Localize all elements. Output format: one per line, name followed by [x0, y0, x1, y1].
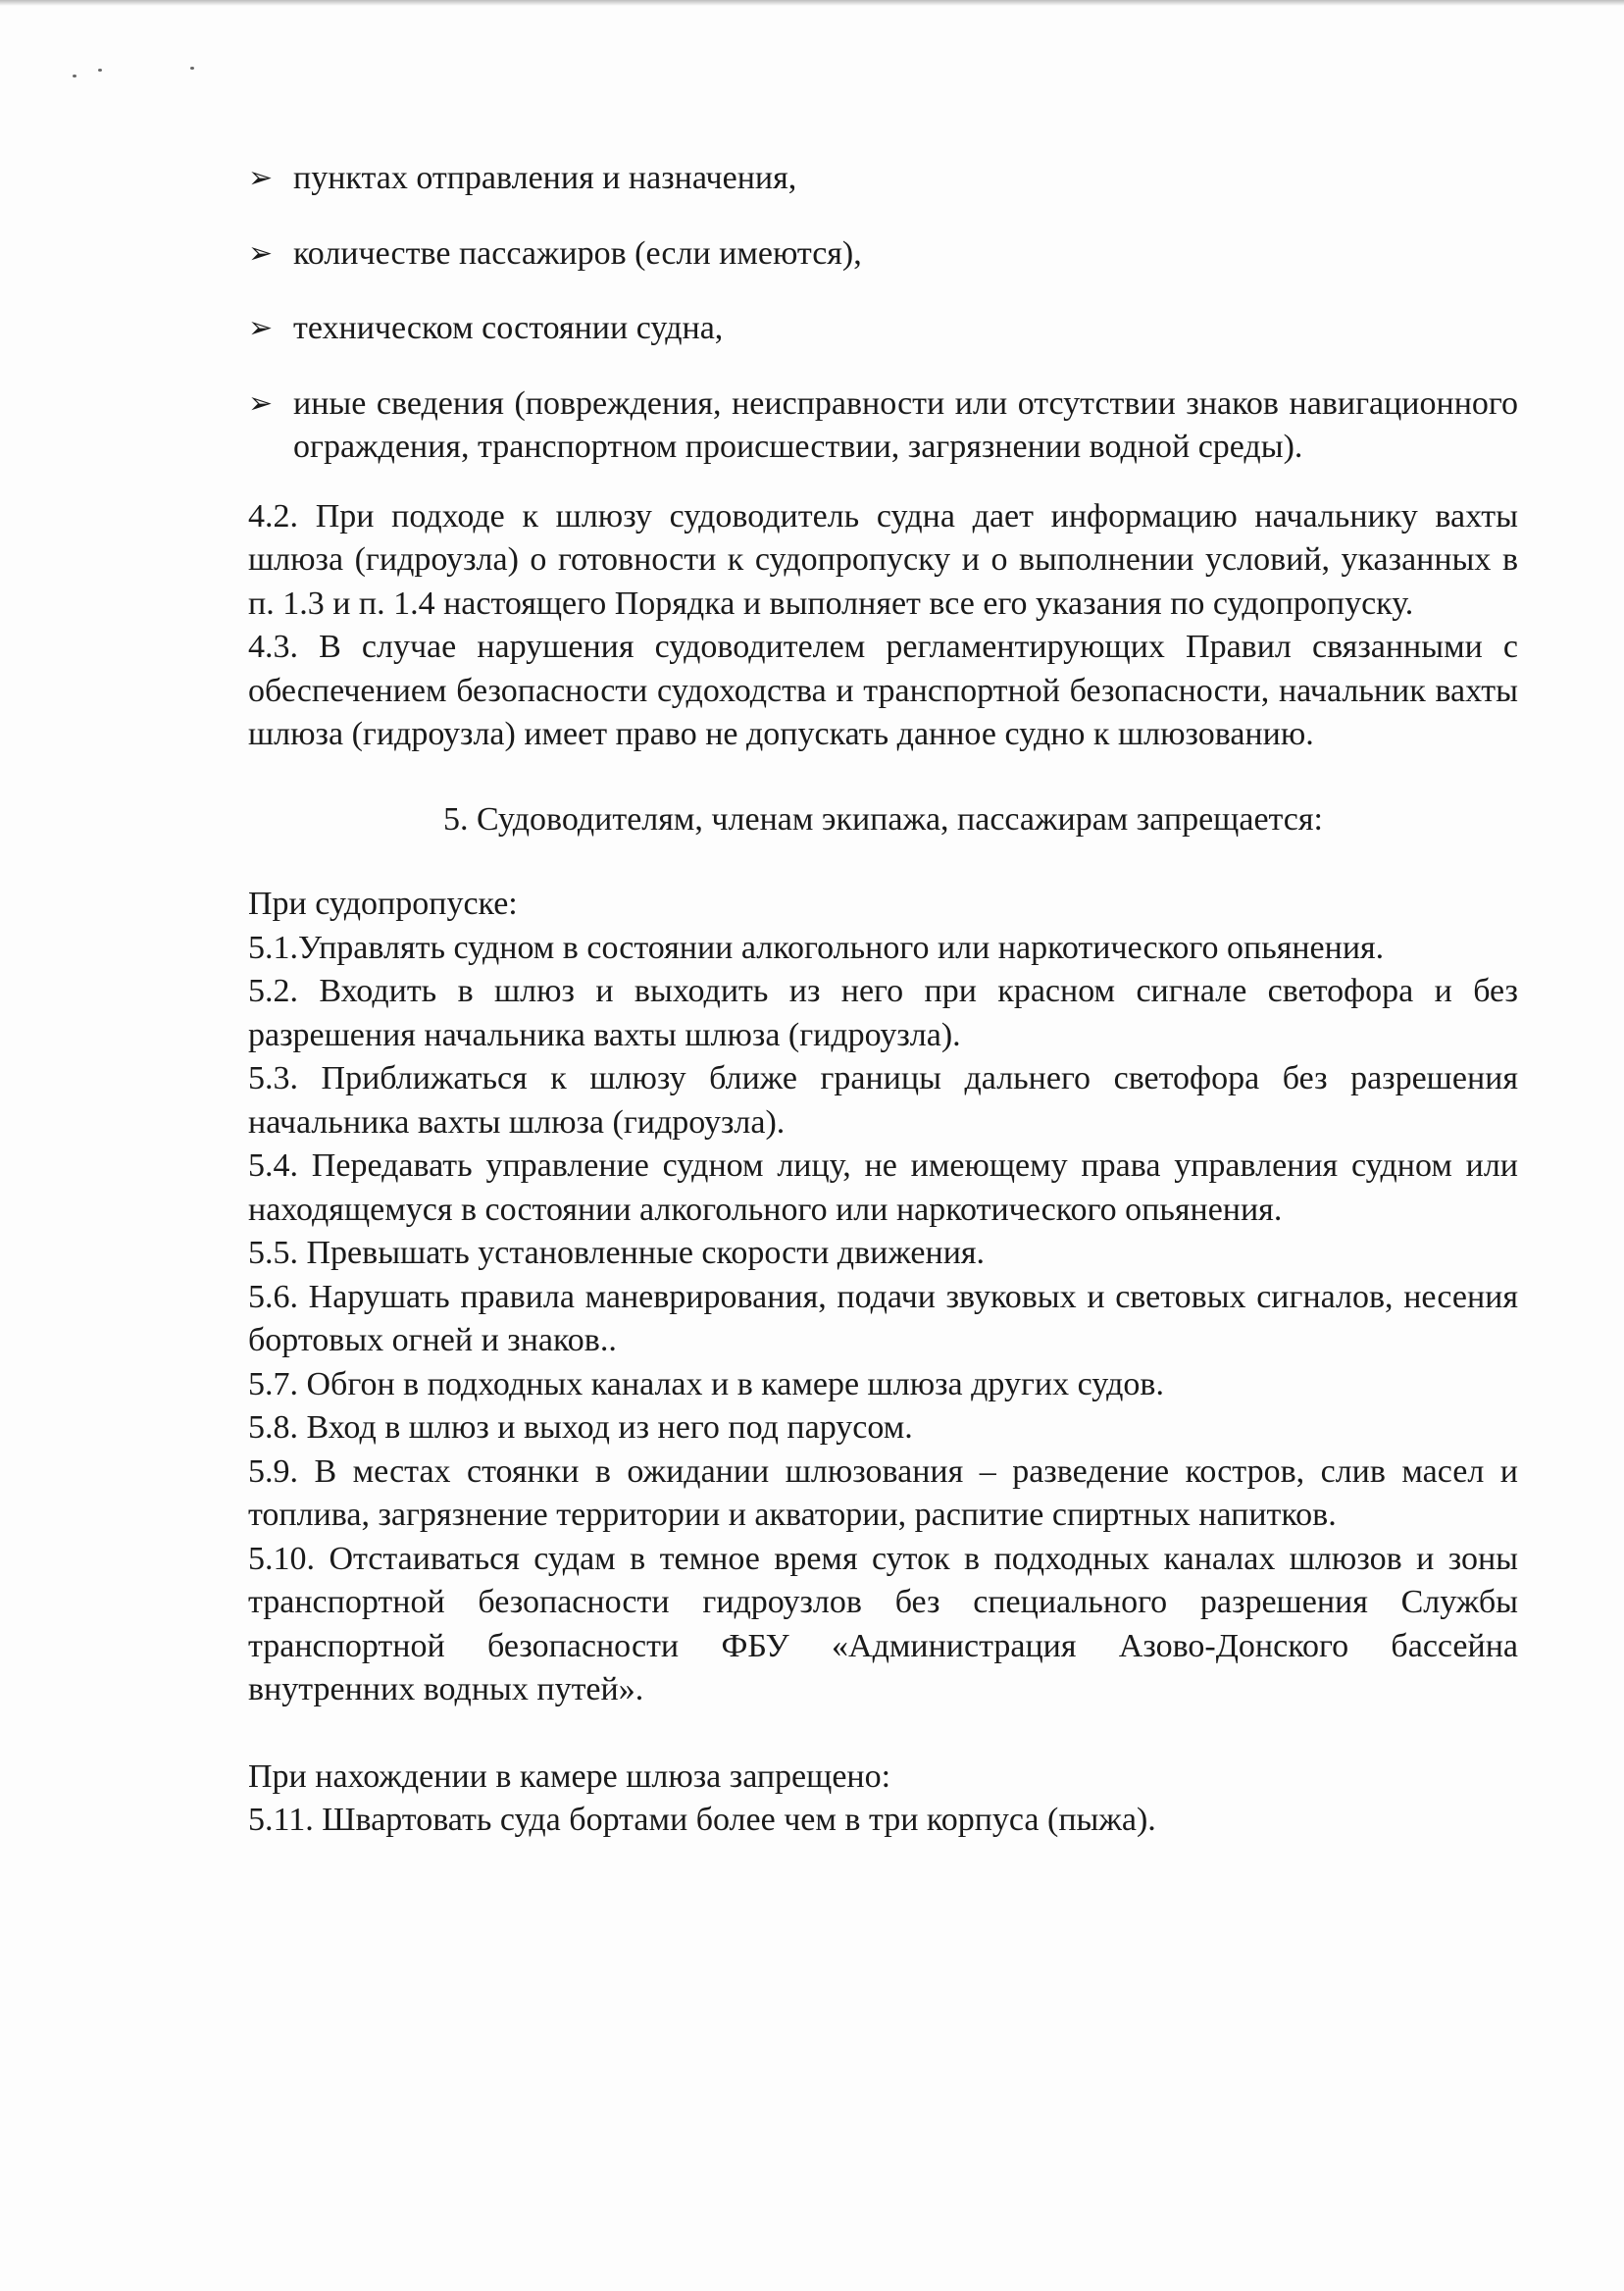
bullet-text: техническом состоянии судна,	[293, 310, 724, 346]
section-5-item: 5.10. Отстаиваться судам в темное время суток в подходных каналах шлюзов и зоны транспортной безопасности гидроузлов без специального разрешения Службы транспортной безопасности ФБУ «Администрация Азово-Донского бассейна внутренних водных путей».	[248, 1540, 1518, 1707]
section-5-item: 5.2. Входить в шлюз и выходить из него при красном сигнале светофора и без разрешения начальника вахты шлюза (гидроузла).	[248, 973, 1518, 1053]
bullet-item	[248, 307, 1518, 351]
section-5-item: 5.4. Передавать управление судном лицу, не имеющему права управления судном или находящемуся в состоянии алкогольного или наркотического опьянения.	[248, 1147, 1518, 1228]
arrow-bullet-icon: ➢	[248, 311, 274, 345]
bullet-item	[248, 232, 1518, 277]
section-5-item: 5.7. Обгон в подходных каналах и в камере шлюза других судов.	[248, 1365, 1164, 1402]
section-5-item: 5.6. Нарушать правила маневрирования, подачи звуковых и световых сигналов, несения бортовых огней и знаков..	[248, 1278, 1518, 1358]
section-5-intro: При судопропуске:	[248, 886, 518, 922]
chamber-intro: При нахождении в камере шлюза запрещено:	[248, 1757, 891, 1795]
scan-speck	[190, 67, 194, 70]
section-5-item: 5.8. Вход в шлюз и выход из него под парусом.	[248, 1409, 913, 1446]
scan-top-edge	[0, 0, 1624, 6]
bullet-item	[248, 157, 1518, 201]
section-5-heading: 5. Судоводителям, членам экипажа, пассажирам запрещается:	[443, 800, 1323, 838]
spacer	[248, 1712, 1518, 1756]
arrow-bullet-icon: ➢	[248, 385, 274, 421]
section-5-item: 5.5. Превышать установленные скорости движения.	[248, 1235, 986, 1271]
paragraph-4-2: 4.2. При подходе к шлюзу судоводитель судна дает информацию начальнику вахты шлюза (гидроузла) о готовности к судопропуску и о выполнении условий, указанных в п. 1.3 и п. 1.4 настоящего Порядка и выполняет все его указания по судопропуску.	[248, 497, 1518, 622]
bullet-text: количестве пассажиров (если имеются),	[293, 234, 862, 272]
scan-speck	[98, 69, 102, 72]
arrow-bullet-icon: ➢	[248, 161, 274, 195]
bullet-list	[248, 157, 1518, 470]
paragraph-4-3: 4.3. В случае нарушения судоводителем регламентирующих Правил связанными с обеспечением безопасности судоходства и транспортной безопасности, начальник вахты шлюза (гидроузла) имеет право не допускать данное судно к шлюзованию.	[248, 629, 1518, 752]
section-5-item: 5.9. В местах стоянки в ожидании шлюзования – разведение костров, слив масел и топлива, загрязнение территории и акватории, распитие спиртных напитков.	[248, 1452, 1518, 1533]
bullet-text: иные сведения (повреждения, неисправности или отсутствии знаков навигационного ограждения, транспортном происшествии, загрязнении водной среды).	[293, 384, 1518, 465]
section-5-item: 5.1.Управлять судном в состоянии алкогольного или наркотического опьянения.	[248, 929, 1385, 966]
document-body	[248, 157, 1518, 1843]
section-5-item: 5.3. Приближаться к шлюзу ближе границы дальнего светофора без разрешения начальника вахты шлюза (гидроузла).	[248, 1060, 1518, 1141]
chamber-item: 5.11. Швартовать суда бортами более чем в три корпуса (пыжа).	[248, 1802, 1156, 1838]
bullet-text: пунктах отправления и назначения,	[293, 160, 797, 196]
scan-speck	[73, 75, 76, 77]
arrow-bullet-icon: ➢	[248, 235, 274, 271]
bullet-item	[248, 382, 1518, 470]
